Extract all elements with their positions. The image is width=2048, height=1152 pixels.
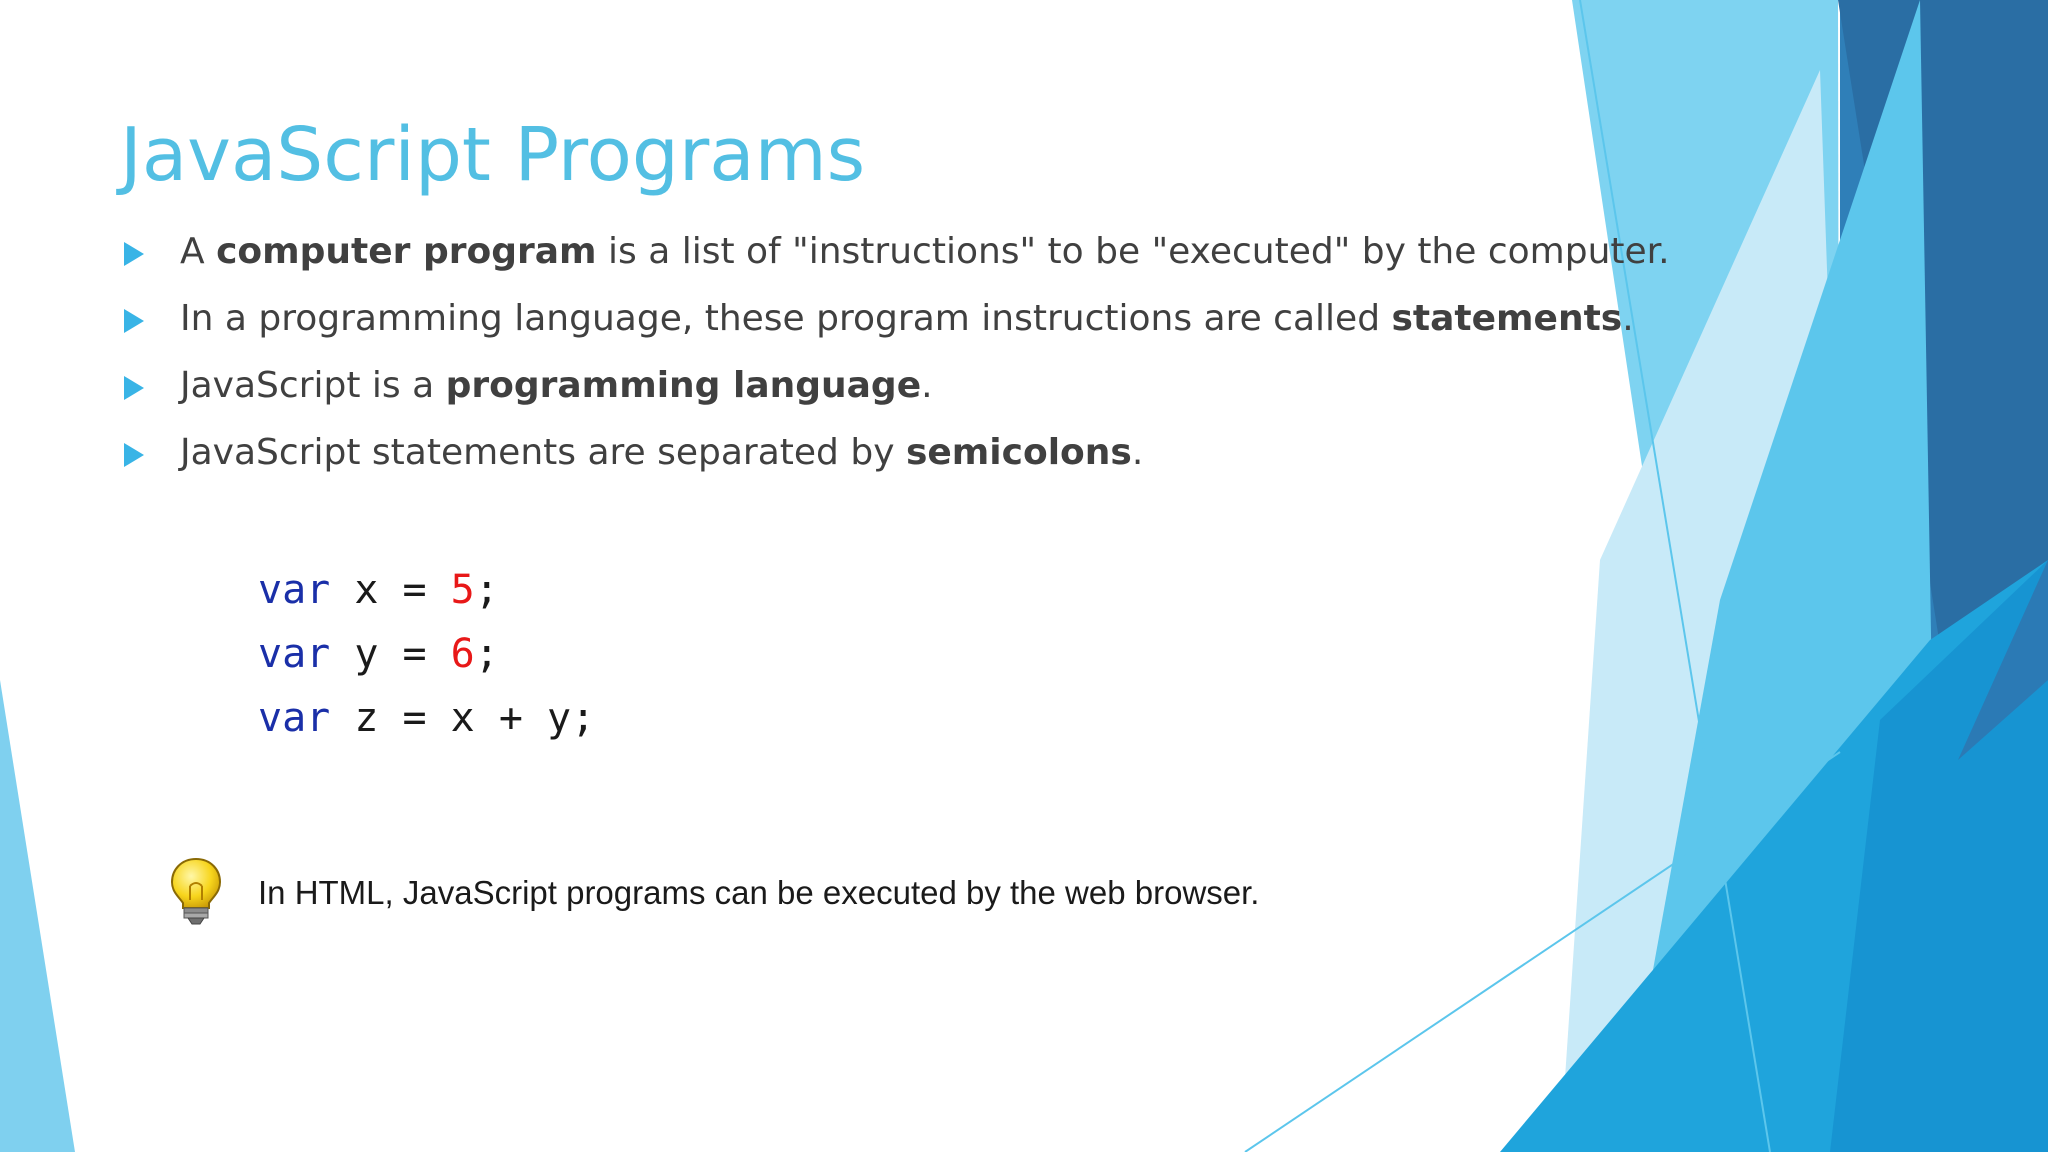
code-block: [258, 558, 595, 750]
bullet-text: A computer program is a list of "instructions" to be "executed" by the computer.: [180, 231, 1670, 272]
bullet-arrow-icon: [124, 376, 144, 400]
code-line: var x = 5;: [258, 567, 499, 613]
lightbulb-icon: [168, 856, 224, 926]
code-line: var y = 6;: [258, 631, 499, 677]
bullet-arrow-icon: [124, 443, 144, 467]
bullet-arrow-icon: [124, 309, 144, 333]
bullet-text: In a programming language, these program instructions are called statements.: [180, 298, 1634, 339]
slide-title: JavaScript Programs: [120, 112, 866, 198]
note-text: In HTML, JavaScript programs can be executed by the web browser.: [258, 874, 1260, 911]
bullet-arrow-icon: [124, 242, 144, 266]
bullet-text: JavaScript statements are separated by semicolons.: [180, 432, 1144, 473]
code-line: var z = x + y;: [258, 695, 596, 741]
left-edge-shape: [0, 680, 75, 1152]
bullet-text: JavaScript is a programming language.: [180, 365, 933, 406]
